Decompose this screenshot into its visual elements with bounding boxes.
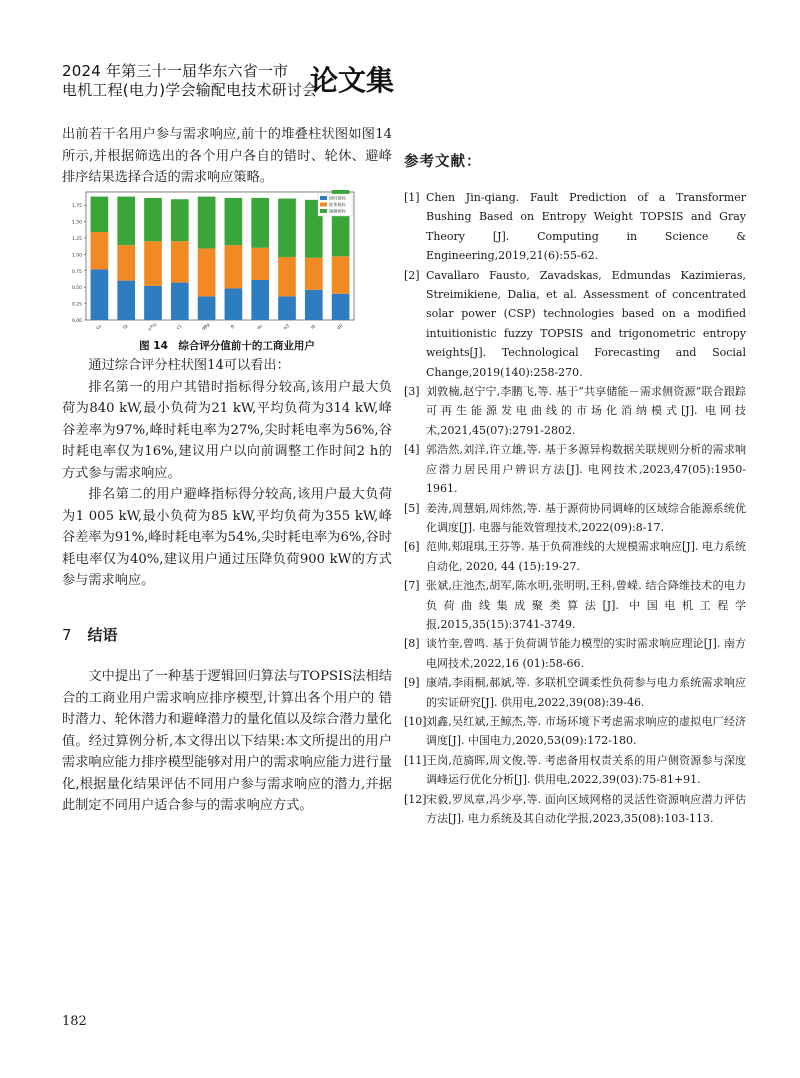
reference-text: 郭浩然,刘洋,许立雄,等. 基于多源异构数据关联规则分析的需求响应潜力居民用户辨识方法[J]. 电网技术,2023,47(05):1950-1961. bbox=[426, 443, 746, 496]
bar-segment bbox=[171, 283, 189, 320]
bar-segment bbox=[251, 248, 269, 280]
bar-segment bbox=[278, 296, 296, 320]
reference-item bbox=[404, 499, 746, 538]
bar-segment bbox=[225, 288, 243, 320]
x-tick-label: i0 bbox=[310, 324, 317, 331]
x-tick-label: a3 bbox=[282, 323, 291, 332]
y-tick-label: 1.50 bbox=[71, 220, 82, 226]
header-line-2: 电机工程(电力)学会输配电技术研讨会 bbox=[62, 81, 318, 99]
legend-swatch bbox=[320, 209, 327, 213]
reference-text: Chen Jin-qiang. Fault Prediction of a Transformer Bushing Based on Entropy Weight TOPSIS and Gray Theory [J]. Computing in Science & Engineering,2019,21(6):55-62. bbox=[426, 191, 746, 263]
reference-text: Cavallaro Fausto, Zavadskas, Edmundas Kazimieras, Streimikiene, Dalia, et al. Assessment of concentrated solar power (CSP) technologies based on a modified intuitionistic fuzzy TOPSIS and trigonometric entropy weights[J]. Technological Forecasting and Social Change,2019(140):258-270. bbox=[426, 268, 746, 379]
reference-item bbox=[404, 790, 746, 829]
legend-label: 错时指标 bbox=[329, 195, 346, 201]
bar-segment bbox=[171, 241, 189, 282]
reference-number: [4] bbox=[404, 443, 420, 457]
reference-item bbox=[404, 537, 746, 576]
reference-text: 谈竹奎,曾鸣. 基于负荷调节能力模型的实时需求响应理论[J]. 南方电网技术,2022,16 (01):58-66. bbox=[426, 637, 746, 670]
bar-segment bbox=[117, 281, 135, 320]
reference-item bbox=[404, 188, 746, 266]
bar-segment bbox=[278, 199, 296, 257]
paragraph: 通过综合评分柱状图14可以看出： bbox=[88, 358, 290, 373]
reference-text: 刘敦楠,赵宁宁,李鹏飞,等. 基于“共享储能－需求侧资源”联合跟踪可再生能源发电曲线的市场化消纳模式[J]. 电网技术,2021,45(07):2791-2802. bbox=[426, 385, 746, 437]
x-tick-label: t0 bbox=[122, 324, 130, 331]
references-list bbox=[404, 188, 746, 828]
y-tick-label: 1.00 bbox=[71, 253, 82, 259]
reference-item bbox=[404, 634, 746, 673]
reference-text: 康靖,李雨桐,郝斌,等. 多联机空调柔性负荷参与电力系统需求响应的实证研究[J]. 供用电,2022,39(08):39-46. bbox=[426, 676, 746, 709]
bar-segment bbox=[278, 257, 296, 296]
reference-number: [6] bbox=[404, 540, 420, 554]
y-tick-label: 0.50 bbox=[71, 286, 82, 292]
references-title: 参考文献： bbox=[404, 154, 482, 170]
reference-item bbox=[404, 576, 746, 634]
bar-segment bbox=[117, 245, 135, 280]
bar-segment bbox=[117, 197, 135, 246]
reference-number: [3] bbox=[404, 385, 420, 399]
reference-number: [7] bbox=[404, 579, 420, 593]
paragraph: 排名第二的用户避峰指标得分较高,该用户最大负荷为1 005 kW,最小负荷为85 kW,平均负荷为355 kW,峰谷差率为91%,峰时耗电率为54%,尖时耗电率为6%,谷时耗电率仅为40%,建议用户通过压降负荷900 kW的方式参与需求响应。 bbox=[62, 487, 392, 588]
y-tick-label: 0.25 bbox=[71, 302, 82, 308]
reference-number: [9] bbox=[404, 676, 420, 690]
section-number: 7 bbox=[62, 626, 72, 644]
reference-text: 范帅,郏琨琪,王芬等. 基于负荷准线的大规模需求响应[J]. 电力系统自动化, 2020, 44 (15):19-27. bbox=[426, 540, 746, 573]
reference-number: [10] bbox=[404, 714, 427, 728]
bar-segment bbox=[305, 258, 323, 290]
reference-number: [8] bbox=[404, 637, 420, 651]
reference-text: 张斌,庄池杰,胡军,陈水明,张明明,王科,曾嵘. 结合降维技术的电力负荷曲线集成聚类算法[J]. 中国电机工程学报,2015,35(15):3741-3749. bbox=[426, 579, 746, 631]
reference-number: [2] bbox=[404, 268, 420, 282]
section-heading bbox=[62, 624, 118, 645]
conclusion-text bbox=[62, 666, 392, 817]
bar-segment bbox=[332, 294, 350, 320]
y-tick-label: 0.75 bbox=[71, 269, 82, 275]
bar-segment bbox=[251, 280, 269, 320]
x-tick-label: u7ts bbox=[147, 322, 159, 333]
bar-segment bbox=[198, 197, 216, 249]
left-top-text bbox=[62, 124, 392, 189]
reference-item bbox=[404, 382, 746, 440]
legend-label: 避峰指标 bbox=[329, 208, 346, 214]
x-tick-label: as bbox=[256, 324, 264, 332]
analysis-text bbox=[62, 355, 392, 592]
reference-text: 宋毅,罗凤章,冯少亭,等. 面向区域网格的灵活性资源响应潜力评估方法[J]. 电力系统及其自动化学报,2023,35(08):103-113. bbox=[426, 792, 746, 825]
page-header bbox=[62, 62, 402, 104]
paragraph: 排名第一的用户其错时指标得分较高,该用户最大负荷为840 kW,最小负荷为21 kW,平均负荷为314 kW,峰谷差率为97%,峰时耗电率为27%,尖时耗电率为56%,谷时耗电率仅为16%,建议用户以向前调整工作时间2 h的方式参与需求响应。 bbox=[62, 379, 392, 481]
legend-swatch bbox=[320, 196, 327, 200]
reference-text: 姜涛,周慧娟,周炜然,等. 基于源荷协同调峰的区域综合能源系统优化调度[J]. 电器与能效管理技术,2022(09):8-17. bbox=[426, 501, 746, 534]
reference-text: 王岗,范旖晖,周文俊,等. 考虑备用权责关系的用户侧资源参与深度调峰运行优化分析[J]. 供用电,2022,39(03):75-81+91. bbox=[426, 753, 746, 787]
x-tick-label: c1 bbox=[175, 324, 184, 332]
reference-item bbox=[404, 266, 746, 382]
reference-number: [1] bbox=[404, 191, 420, 204]
y-tick-label: 1.25 bbox=[71, 236, 82, 242]
section-title: 结语 bbox=[87, 626, 118, 644]
bar-segment bbox=[251, 198, 269, 248]
stacked-bar-chart bbox=[62, 186, 362, 336]
paragraph: 文中提出了一种基于逻辑回归算法与TOPSIS法相结合的工商业用户需求响应排序模型,计算出各个用户的 错时潜力、轮休潜力和避峰潜力的量化值以及综合潜力量化值。经过算例分析,本文得出以下结果:本文所提出的用户需求响应能力排序模型能够对用户的需求响应能力进行量化,根据量化结果评估不同用户参与需求响应的潜力,并据此制定不同用户适合参与的需求响应方式。 bbox=[62, 669, 392, 813]
reference-item bbox=[404, 712, 746, 751]
reference-item bbox=[404, 440, 746, 498]
figure-caption: 图 14 综合评分值前十的工商业用户 bbox=[139, 340, 315, 352]
bar-segment bbox=[198, 248, 216, 296]
reference-text: 刘鑫,吴红斌,王鲸杰,等. 市场环境下考虑需求响应的虚拟电厂经济调度[J]. 中国电力,2020,53(09):172-180. bbox=[426, 714, 746, 748]
bar-segment bbox=[91, 197, 109, 232]
y-tick-label: 0.00 bbox=[71, 319, 82, 324]
header-line-1: 2024 年第三十一届华东六省一市 bbox=[62, 62, 289, 80]
bar-segment bbox=[225, 245, 243, 288]
reference-number: [5] bbox=[404, 501, 420, 515]
bar-segment bbox=[91, 269, 109, 320]
legend-swatch bbox=[320, 203, 327, 207]
x-tick-label: d89 bbox=[201, 323, 212, 333]
y-tick-label: 1.75 bbox=[71, 204, 82, 210]
x-tick-label: cu bbox=[95, 324, 103, 332]
reference-number: [11] bbox=[404, 753, 427, 767]
bar-segment bbox=[332, 256, 350, 293]
bar-segment bbox=[225, 198, 243, 245]
bar-segment bbox=[171, 199, 189, 241]
header-proceedings-title: 论文集 bbox=[310, 64, 395, 97]
reference-item bbox=[404, 751, 746, 790]
x-tick-label: d0 bbox=[336, 323, 345, 332]
bar-segment bbox=[144, 241, 162, 286]
bar-segment bbox=[144, 198, 162, 241]
bar-segment bbox=[305, 290, 323, 320]
x-tick-label: fl bbox=[230, 324, 236, 331]
reference-number: [12] bbox=[404, 792, 427, 806]
page-number: 182 bbox=[62, 1014, 87, 1029]
bar-segment bbox=[198, 296, 216, 320]
bar-segment bbox=[144, 286, 162, 320]
legend-label: 轮休指标 bbox=[329, 202, 346, 208]
paragraph: 出前若干名用户参与需求响应,前十的堆叠柱状图如图14所示,并根据筛选出的各个用户各自的错时、轮休、避峰排序结果选择合适的需求响应策略。 bbox=[62, 127, 392, 185]
reference-item bbox=[404, 673, 746, 712]
bar-segment bbox=[91, 232, 109, 269]
